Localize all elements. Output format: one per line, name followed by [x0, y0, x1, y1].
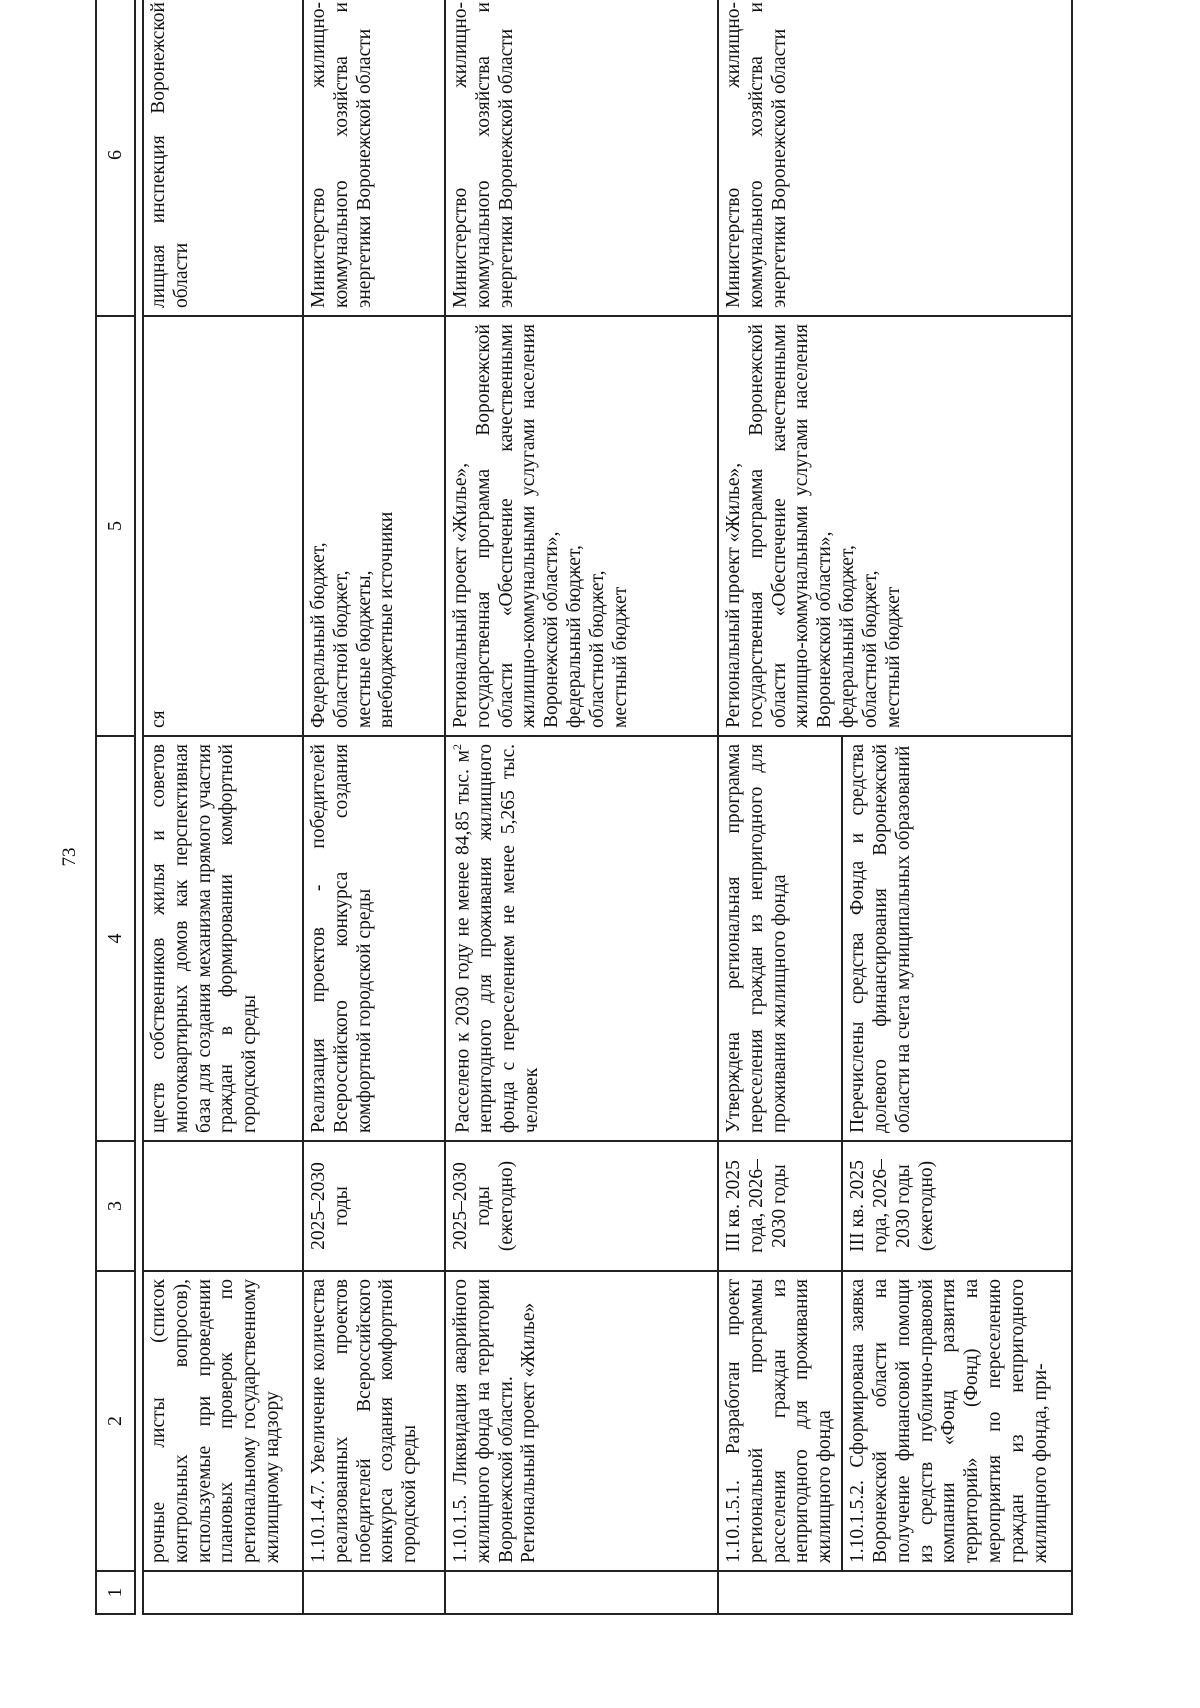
- result-cell: Перечислены средства Фонда и средства долевого финансирования Воронежской области на счета муниципальных образований: [842, 736, 1072, 1141]
- event-cell: 1.10.1.5. Ликвидация аварийного жилищного фонда на территории Воронежской области. Региональный проект «Жилье»: [445, 1271, 718, 1571]
- superscript-2: 2: [450, 744, 464, 750]
- event-cell: рочные листы (список контрольных вопросов), используемые при проведении плановых проверок по региональному государственному жилищному надзору: [143, 1271, 303, 1571]
- result-text-end: непригодного для проживания жилищного фонда с переселением не менее 5,265 тыс. человек: [475, 744, 542, 1133]
- header-cell-2: 2: [96, 1271, 135, 1571]
- row-number-cell: [718, 1571, 1072, 1614]
- source-cell: ся: [143, 316, 303, 736]
- row-number-cell: [445, 1571, 718, 1614]
- period-cell: 2025–2030 годы: [303, 1141, 445, 1271]
- header-cell-6: 6: [96, 0, 135, 316]
- period-cell: 2025–2030 годы (ежегодно): [445, 1141, 718, 1271]
- result-cell: Утверждена региональная программа переселения граждан из непригодного для проживания жилищного фонда: [718, 736, 842, 1141]
- header-cell-4: 4: [96, 736, 135, 1141]
- header-cell-3: 3: [96, 1141, 135, 1271]
- table-row: [718, 0, 842, 1614]
- source-cell: Региональный проект «Жилье», государственная программа Воронежской области «Обеспечение качественными жилищно-коммунальными услугами населения Воронежской области», федеральный бюджет, областной бюджет, местный бюджет: [718, 316, 1072, 736]
- source-cell: Региональный проект «Жилье», государственная программа Воронежской области «Обеспечение качественными жилищно-коммунальными услугами населения Воронежской области», федеральный бюджет, областной бюджет, местный бюджет: [445, 316, 718, 736]
- result-cell: ществ собственников жилья и советов многоквартирных домов как перспективная база для создания механизма прямого участия граждан в формировании комфортной городской среды: [143, 736, 303, 1141]
- header-gap: [135, 0, 143, 1614]
- event-cell: 1.10.1.5.2. Сформирована заявка Воронежской области на получение финансовой помощи из средств публично-правовой компании «Фонд развития территорий» (Фонд) на мероприятия по переселению граждан из непригодного жилищного фонда, при-: [842, 1271, 1072, 1571]
- result-cell: [445, 736, 718, 1141]
- event-cell: 1.10.1.4.7. Увеличение количества реализованных проектов победителей Всероссийского конкурса создания комфортной городской среды: [303, 1271, 445, 1571]
- rotated-table-wrapper: [95, 0, 1195, 1615]
- executor-cell: Министерство жилищно-коммунального хозяйства и энергетики Воронежской области: [445, 0, 718, 316]
- table-row: [303, 0, 445, 1614]
- table-row: [143, 0, 303, 1614]
- period-cell: [143, 1141, 303, 1271]
- event-cell: 1.10.1.5.1. Разработан проект региональной программы расселения граждан из непригодного для проживания жилищного фонда: [718, 1271, 842, 1571]
- executor-cell: Министерство жилищно-коммунального хозяйства и энергетики Воронежской области: [718, 0, 1072, 316]
- period-cell: III кв. 2025 года, 2026–2030 годы (ежегодно): [842, 1141, 1072, 1271]
- row-number-cell: [303, 1571, 445, 1614]
- executor-cell: Министерство жилищно-коммунального хозяйства и энергетики Воронежской области: [303, 0, 445, 316]
- header-cell-5: 5: [96, 316, 135, 736]
- plan-table: [95, 0, 1073, 1615]
- result-cell: Реализация проектов - победителей Всероссийского конкурса создания комфортной городской среды: [303, 736, 445, 1141]
- source-cell: Федеральный бюджет, областной бюджет, местные бюджеты, внебюджетные источники: [303, 316, 445, 736]
- table-row: [445, 0, 718, 1614]
- row-number-cell: [143, 1571, 303, 1614]
- period-cell: III кв. 2025 года, 2026–2030 годы: [718, 1141, 842, 1271]
- page-number: 73: [59, 847, 80, 867]
- header-cell-1: 1: [96, 1571, 135, 1614]
- result-text-start: Расселено к 2030 году не менее 84,85 тыс. м: [452, 750, 474, 1133]
- executor-cell: лищная инспекция Воронежской области: [143, 0, 303, 316]
- header-row: [96, 0, 135, 1614]
